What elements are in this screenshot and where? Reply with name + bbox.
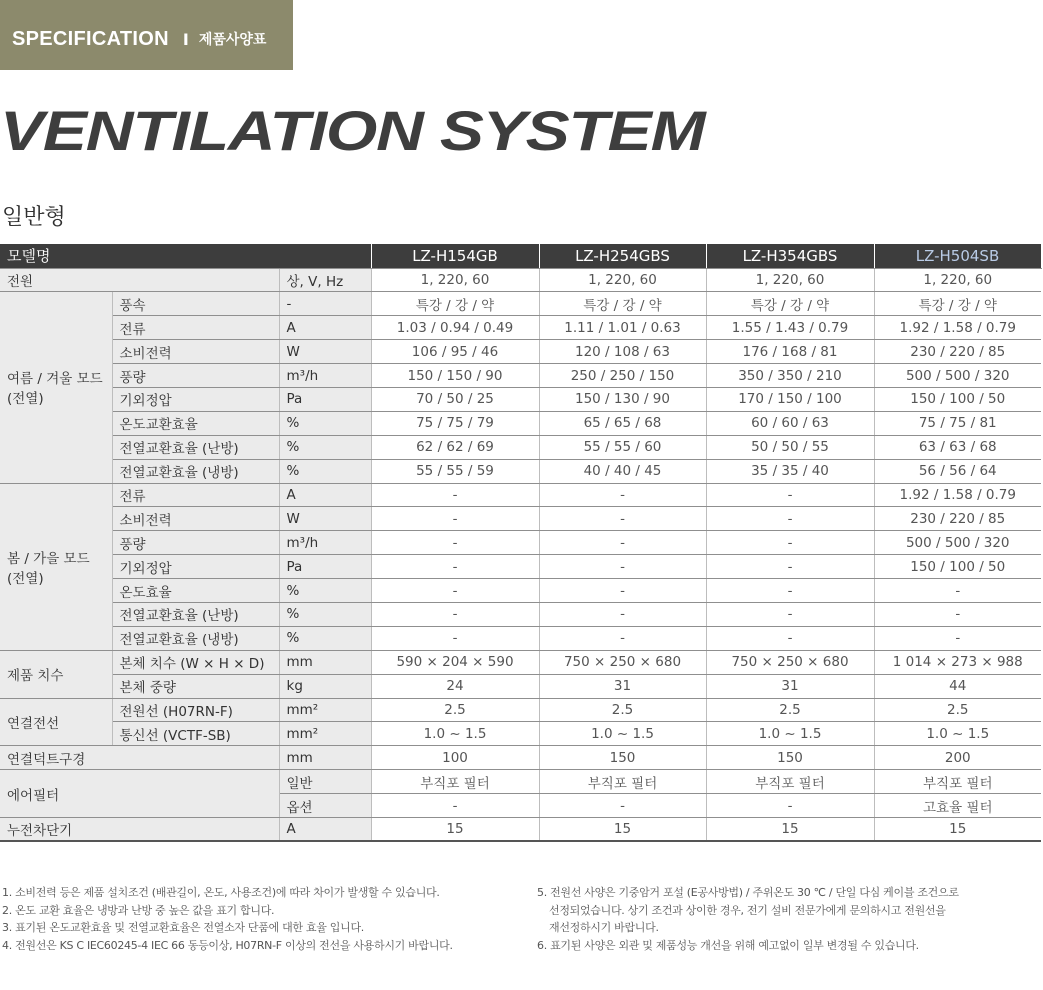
table-row [0, 698, 1041, 722]
row-unit: Pa [279, 387, 371, 411]
cell-value: 15 [706, 817, 874, 841]
table-row [0, 316, 1041, 340]
cell-value: - [371, 794, 539, 818]
row-label: 기외정압 [112, 555, 279, 579]
cell-value: 특강 / 강 / 약 [539, 292, 706, 316]
cell-value: 230 / 220 / 85 [874, 340, 1041, 364]
row-label: 소비전력 [112, 507, 279, 531]
cell-value: - [706, 794, 874, 818]
cell-value: 62 / 62 / 69 [371, 435, 539, 459]
cell-value: - [874, 602, 1041, 626]
row-unit: % [279, 579, 371, 603]
cell-value: 230 / 220 / 85 [874, 507, 1041, 531]
cell-value: 1, 220, 60 [874, 268, 1041, 292]
cell-value: 1.92 / 1.58 / 0.79 [874, 483, 1041, 507]
cell-value: 1.0 ~ 1.5 [706, 722, 874, 746]
header-label: 모델명 [0, 244, 371, 268]
row-label: 누전차단기 [0, 817, 279, 841]
table-row [0, 650, 1041, 674]
cell-value: 150 [706, 746, 874, 770]
cell-value: 2.5 [539, 698, 706, 722]
note-line: 1. 소비전력 등은 제품 설치조건 (배관길이, 온도, 사용조건)에 따라 차이가 발생할 수 있습니다. [2, 886, 440, 899]
cell-value: 590 × 204 × 590 [371, 650, 539, 674]
note-line: 재선정하시기 바랍니다. [549, 921, 659, 934]
cell-value: 1.0 ~ 1.5 [539, 722, 706, 746]
badge-divider: I [182, 29, 189, 49]
cell-value: 2.5 [874, 698, 1041, 722]
cell-value: 75 / 75 / 79 [371, 411, 539, 435]
cell-value: - [539, 602, 706, 626]
row-label: 본체 치수 (W × H × D) [112, 650, 279, 674]
cell-value: 1.0 ~ 1.5 [874, 722, 1041, 746]
row-unit: 상, V, Hz [279, 268, 371, 292]
group-label-line: 여름 / 겨울 모드 [7, 371, 103, 388]
cell-value: 500 / 500 / 320 [874, 531, 1041, 555]
cell-value: 150 [539, 746, 706, 770]
table-row [0, 459, 1041, 483]
cell-value: 1.55 / 1.43 / 0.79 [706, 316, 874, 340]
badge-ko: 제품사양표 [198, 32, 267, 48]
table-row [0, 602, 1041, 626]
row-unit: W [279, 340, 371, 364]
note-line: 선정되었습니다. 상기 조건과 상이한 경우, 전기 설비 전문가에게 문의하시고 전원선을 [549, 903, 946, 917]
cell-value: 부직포 필터 [874, 770, 1041, 794]
group-label-line: (전열) [7, 570, 44, 587]
cell-value: 55 / 55 / 60 [539, 435, 706, 459]
row-unit: mm [279, 650, 371, 674]
row-label: 풍속 [112, 292, 279, 316]
table-row [0, 340, 1041, 364]
cell-value: 2.5 [706, 698, 874, 722]
cell-value: 2.5 [371, 698, 539, 722]
spec-badge [0, 0, 293, 70]
cell-value: - [539, 555, 706, 579]
row-unit: m³/h [279, 364, 371, 388]
group-label-line: 봄 / 가을 모드 [7, 550, 90, 567]
table-row [0, 387, 1041, 411]
row-unit: 옵션 [279, 794, 371, 818]
notes-left [2, 884, 453, 954]
row-label: 통신선 (VCTF-SB) [112, 722, 279, 746]
table-row [0, 531, 1041, 555]
cell-value: 15 [874, 817, 1041, 841]
cell-value: 고효율 필터 [874, 794, 1041, 818]
row-label: 전열교환효율 (냉방) [112, 626, 279, 650]
row-label: 연결덕트구경 [0, 746, 279, 770]
row-unit: % [279, 459, 371, 483]
cell-value: - [706, 507, 874, 531]
cell-value: 1.92 / 1.58 / 0.79 [874, 316, 1041, 340]
row-label: 전류 [112, 483, 279, 507]
row-label: 전열교환효율 (냉방) [112, 459, 279, 483]
note-line: 2. 온도 교환 효율은 냉방과 난방 중 높은 값을 표기 합니다. [2, 903, 275, 917]
cell-value: 1, 220, 60 [706, 268, 874, 292]
cell-value: - [371, 483, 539, 507]
cell-value: - [706, 626, 874, 650]
table-row [0, 817, 1041, 841]
cell-value: 55 / 55 / 59 [371, 459, 539, 483]
cell-value: 63 / 63 / 68 [874, 435, 1041, 459]
table-row [0, 555, 1041, 579]
note-line: 3. 표기된 온도교환효율 및 전열교환효율은 전열소자 단품에 대한 효율 입니다. [2, 921, 364, 934]
table-row [0, 268, 1041, 292]
group-label-summer [0, 292, 112, 483]
row-unit: % [279, 411, 371, 435]
note-line: 4. 전원선은 KS C IEC60245-4 IEC 66 동등이상, H07RN-F 이상의 전선을 사용하시기 바랍니다. [2, 938, 453, 952]
cell-value: 특강 / 강 / 약 [874, 292, 1041, 316]
cell-value: 부직포 필터 [371, 770, 539, 794]
cell-value: 750 × 250 × 680 [539, 650, 706, 674]
cell-value: - [874, 579, 1041, 603]
table-row [0, 579, 1041, 603]
cell-value: 1, 220, 60 [539, 268, 706, 292]
cell-value: 150 / 100 / 50 [874, 555, 1041, 579]
note-line: 6. 표기된 사양은 외관 및 제품성능 개선을 위해 예고없이 일부 변경될 수 있습니다. [537, 938, 919, 952]
cell-value: 750 × 250 × 680 [706, 650, 874, 674]
group-label-filter: 에어필터 [0, 770, 279, 818]
cell-value: 176 / 168 / 81 [706, 340, 874, 364]
row-unit: - [279, 292, 371, 316]
table-row [0, 626, 1041, 650]
row-unit: mm [279, 746, 371, 770]
cell-value: 31 [539, 674, 706, 698]
cell-value: - [371, 555, 539, 579]
group-label-line: (전열) [7, 391, 44, 408]
cell-value: 170 / 150 / 100 [706, 387, 874, 411]
row-unit: A [279, 483, 371, 507]
model-name: LZ-H254GBS [539, 244, 706, 268]
table-row [0, 411, 1041, 435]
cell-value: 24 [371, 674, 539, 698]
cell-value: 150 / 130 / 90 [539, 387, 706, 411]
table-row [0, 746, 1041, 770]
row-label: 전열교환효율 (난방) [112, 602, 279, 626]
group-label-wire: 연결전선 [0, 698, 112, 746]
cell-value: 1.0 ~ 1.5 [371, 722, 539, 746]
cell-value: - [539, 626, 706, 650]
cell-value: 1.11 / 1.01 / 0.63 [539, 316, 706, 340]
spec-table [0, 244, 1042, 842]
cell-value: 60 / 60 / 63 [706, 411, 874, 435]
cell-value: - [539, 531, 706, 555]
row-unit: kg [279, 674, 371, 698]
row-label: 기외정압 [112, 387, 279, 411]
cell-value: 15 [371, 817, 539, 841]
cell-value: - [706, 483, 874, 507]
cell-value: 75 / 75 / 81 [874, 411, 1041, 435]
model-name: LZ-H154GB [371, 244, 539, 268]
row-unit: m³/h [279, 531, 371, 555]
row-unit: % [279, 435, 371, 459]
table-row [0, 364, 1041, 388]
badge-en: SPECIFICATION [12, 27, 169, 50]
model-name: LZ-H354GBS [706, 244, 874, 268]
cell-value: - [539, 794, 706, 818]
row-label: 풍량 [112, 364, 279, 388]
row-label: 온도효율 [112, 579, 279, 603]
cell-value: - [874, 626, 1041, 650]
note-line: 5. 전원선 사양은 기중암거 포설 (E공사방법) / 주위온도 30 ℃ / 단일 다심 케이블 조건으로 [537, 886, 959, 899]
cell-value: 특강 / 강 / 약 [371, 292, 539, 316]
cell-value: 250 / 250 / 150 [539, 364, 706, 388]
cell-value: 150 / 150 / 90 [371, 364, 539, 388]
cell-value: 70 / 50 / 25 [371, 387, 539, 411]
table-row [0, 435, 1041, 459]
row-label: 소비전력 [112, 340, 279, 364]
cell-value: - [371, 602, 539, 626]
cell-value: 40 / 40 / 45 [539, 459, 706, 483]
cell-value: 15 [539, 817, 706, 841]
cell-value: 1.03 / 0.94 / 0.49 [371, 316, 539, 340]
cell-value: - [371, 531, 539, 555]
cell-value: - [539, 579, 706, 603]
row-unit: mm² [279, 698, 371, 722]
page-title: VENTILATION SYSTEM [0, 99, 705, 162]
cell-value: - [371, 507, 539, 531]
section-title: 일반형 [2, 205, 66, 230]
cell-value: 65 / 65 / 68 [539, 411, 706, 435]
cell-value: 100 [371, 746, 539, 770]
row-label: 전원선 (H07RN-F) [112, 698, 279, 722]
cell-value: 150 / 100 / 50 [874, 387, 1041, 411]
cell-value: - [539, 483, 706, 507]
cell-value: 부직포 필터 [706, 770, 874, 794]
cell-value: 200 [874, 746, 1041, 770]
cell-value: 120 / 108 / 63 [539, 340, 706, 364]
cell-value: 44 [874, 674, 1041, 698]
cell-value: - [706, 531, 874, 555]
cell-value: - [371, 579, 539, 603]
notes-right [537, 884, 959, 954]
cell-value: - [706, 579, 874, 603]
row-unit: 일반 [279, 770, 371, 794]
cell-value: 특강 / 강 / 약 [706, 292, 874, 316]
row-unit: W [279, 507, 371, 531]
cell-value: 1 014 × 273 × 988 [874, 650, 1041, 674]
row-unit: Pa [279, 555, 371, 579]
group-label-spring [0, 483, 112, 650]
cell-value: - [706, 602, 874, 626]
row-unit: % [279, 602, 371, 626]
row-unit: A [279, 316, 371, 340]
row-unit: mm² [279, 722, 371, 746]
row-label: 전열교환효율 (난방) [112, 435, 279, 459]
cell-value: 31 [706, 674, 874, 698]
table-row [0, 722, 1041, 746]
cell-value: 부직포 필터 [539, 770, 706, 794]
cell-value: - [706, 555, 874, 579]
cell-value: - [539, 507, 706, 531]
row-label: 본체 중량 [112, 674, 279, 698]
cell-value: 50 / 50 / 55 [706, 435, 874, 459]
row-unit: A [279, 817, 371, 841]
cell-value: 350 / 350 / 210 [706, 364, 874, 388]
cell-value: - [371, 626, 539, 650]
table-row [0, 507, 1041, 531]
table-row [0, 483, 1041, 507]
cell-value: 35 / 35 / 40 [706, 459, 874, 483]
row-label: 전원 [0, 268, 279, 292]
cell-value: 500 / 500 / 320 [874, 364, 1041, 388]
table-header-row [0, 244, 1041, 268]
table-row [0, 770, 1041, 794]
model-name: LZ-H504SB [874, 244, 1041, 268]
cell-value: 106 / 95 / 46 [371, 340, 539, 364]
row-label: 풍량 [112, 531, 279, 555]
group-label-dims: 제품 치수 [0, 650, 112, 698]
row-label: 전류 [112, 316, 279, 340]
row-unit: % [279, 626, 371, 650]
cell-value: 1, 220, 60 [371, 268, 539, 292]
table-row [0, 292, 1041, 316]
table-row [0, 674, 1041, 698]
row-label: 온도교환효율 [112, 411, 279, 435]
cell-value: 56 / 56 / 64 [874, 459, 1041, 483]
